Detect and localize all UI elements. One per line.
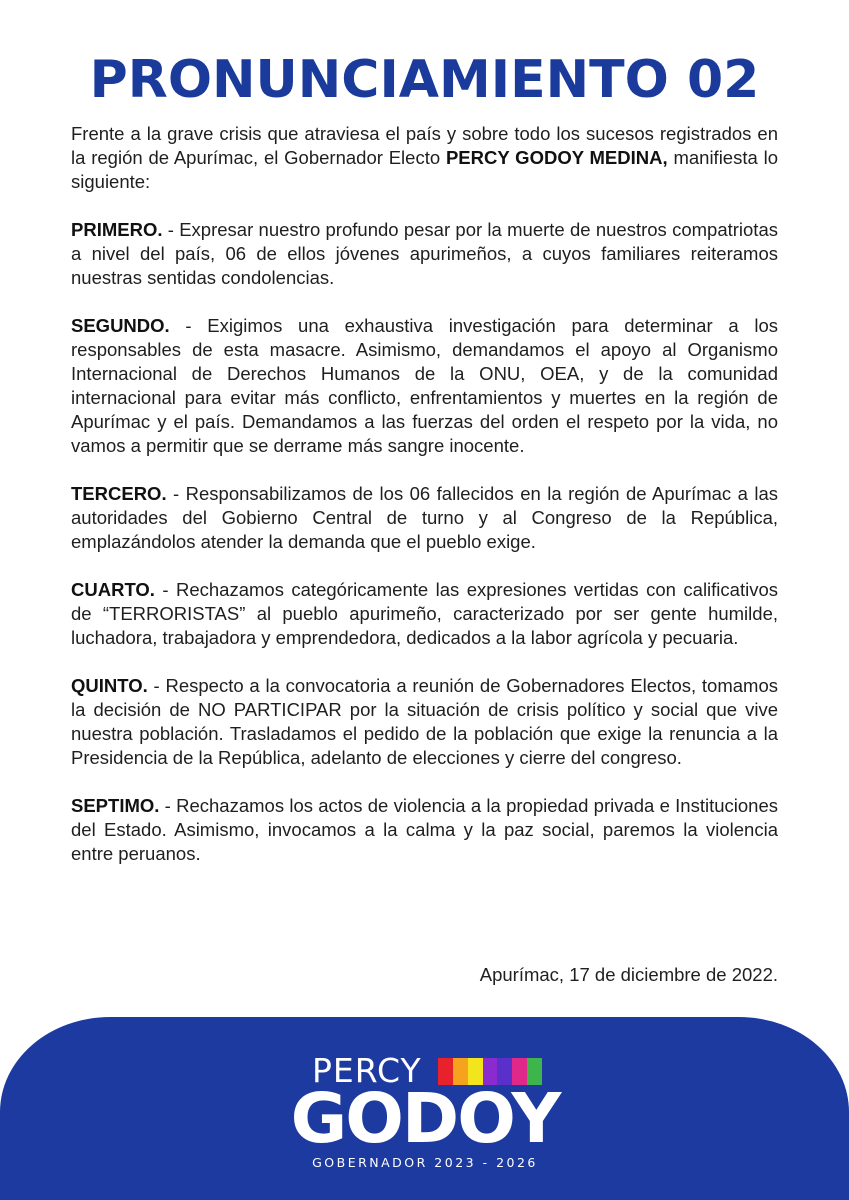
footer-banner [0, 1017, 849, 1200]
campaign-logo [0, 1017, 849, 1200]
section-text: - Responsabilizamos de los 06 fallecidos en la región de Apurímac a las autoridades del Gobierno Central de turno y al Congreso de la República, emplazándolos atender la demanda que el pueblo exige. [71, 483, 778, 552]
intro-text-after: manifiesta lo siguiente: [71, 147, 778, 192]
document-date: Apurímac, 17 de diciembre de 2022. [479, 964, 778, 985]
governor-name: PERCY GODOY MEDINA, [445, 147, 668, 168]
section-quinto [71, 674, 778, 770]
section-label: QUINTO. [71, 675, 148, 696]
logo-tagline: GOBERNADOR 2023 - 2026 [312, 1155, 538, 1170]
section-label: CUARTO. [71, 579, 155, 600]
intro-text-before: Frente a la grave crisis que atraviesa el país y sobre todo los sucesos registrados en la región de Apurímac, el Gobernador Electo [71, 123, 778, 168]
section-text: - Expresar nuestro profundo pesar por la muerte de nuestros compatriotas a nivel del país, 06 de ellos jóvenes apurimeños, a cuyos familiares reiteramos nuestras sentidas condolencias. [71, 219, 778, 288]
section-text: - Respecto a la convocatoria a reunión de Gobernadores Electos, tomamos la decisión de NO PARTICIPAR por la situación de crisis político y social que vive nuestra población. Trasladamos el pedido de la población que exige la renuncia a la Presidencia de la República, adelanto de elecciones y cierre del congreso. [71, 675, 778, 768]
section-septimo [71, 794, 778, 866]
document-body [71, 122, 778, 890]
section-label: SEGUNDO. [71, 315, 170, 336]
section-text: - Rechazamos los actos de violencia a la propiedad privada e Instituciones del Estado. Asimismo, invocamos a la calma y la paz social, paremos la violencia entre peruanos. [71, 795, 778, 864]
section-label: PRIMERO. [71, 219, 163, 240]
section-primero [71, 218, 778, 290]
section-label: TERCERO. [71, 483, 167, 504]
section-text: - Exigimos una exhaustiva investigación para determinar a los responsables de esta masacre. Asimismo, demandamos el apoyo al Organismo Internacional de Derechos Humanos de la ONU, OEA, y de la comunidad internacional para evitar más conflicto, enfrentamientos y muertes en la región de Apurímac y el país. Demandamos a las fuerzas del orden el respeto por la vida, no vamos a permitir que se derrame más sangre inocente. [71, 315, 778, 456]
section-label: SEPTIMO. [71, 795, 160, 816]
section-segundo [71, 314, 778, 458]
section-tercero [71, 482, 778, 554]
logo-last-name: GODOY [290, 1079, 560, 1159]
page-title: PRONUNCIAMIENTO 02 [89, 50, 760, 110]
intro-paragraph [71, 122, 778, 194]
logo-first-name: PERCY [312, 1051, 422, 1090]
section-cuarto [71, 578, 778, 650]
section-text: - Rechazamos categóricamente las expresiones vertidas con calificativos de “TERRORISTAS” al pueblo apurimeño, caracterizado por ser gente humilde, luchadora, trabajadora y emprendedora, dedicados a la labor agrícola y pecuaria. [71, 579, 778, 648]
